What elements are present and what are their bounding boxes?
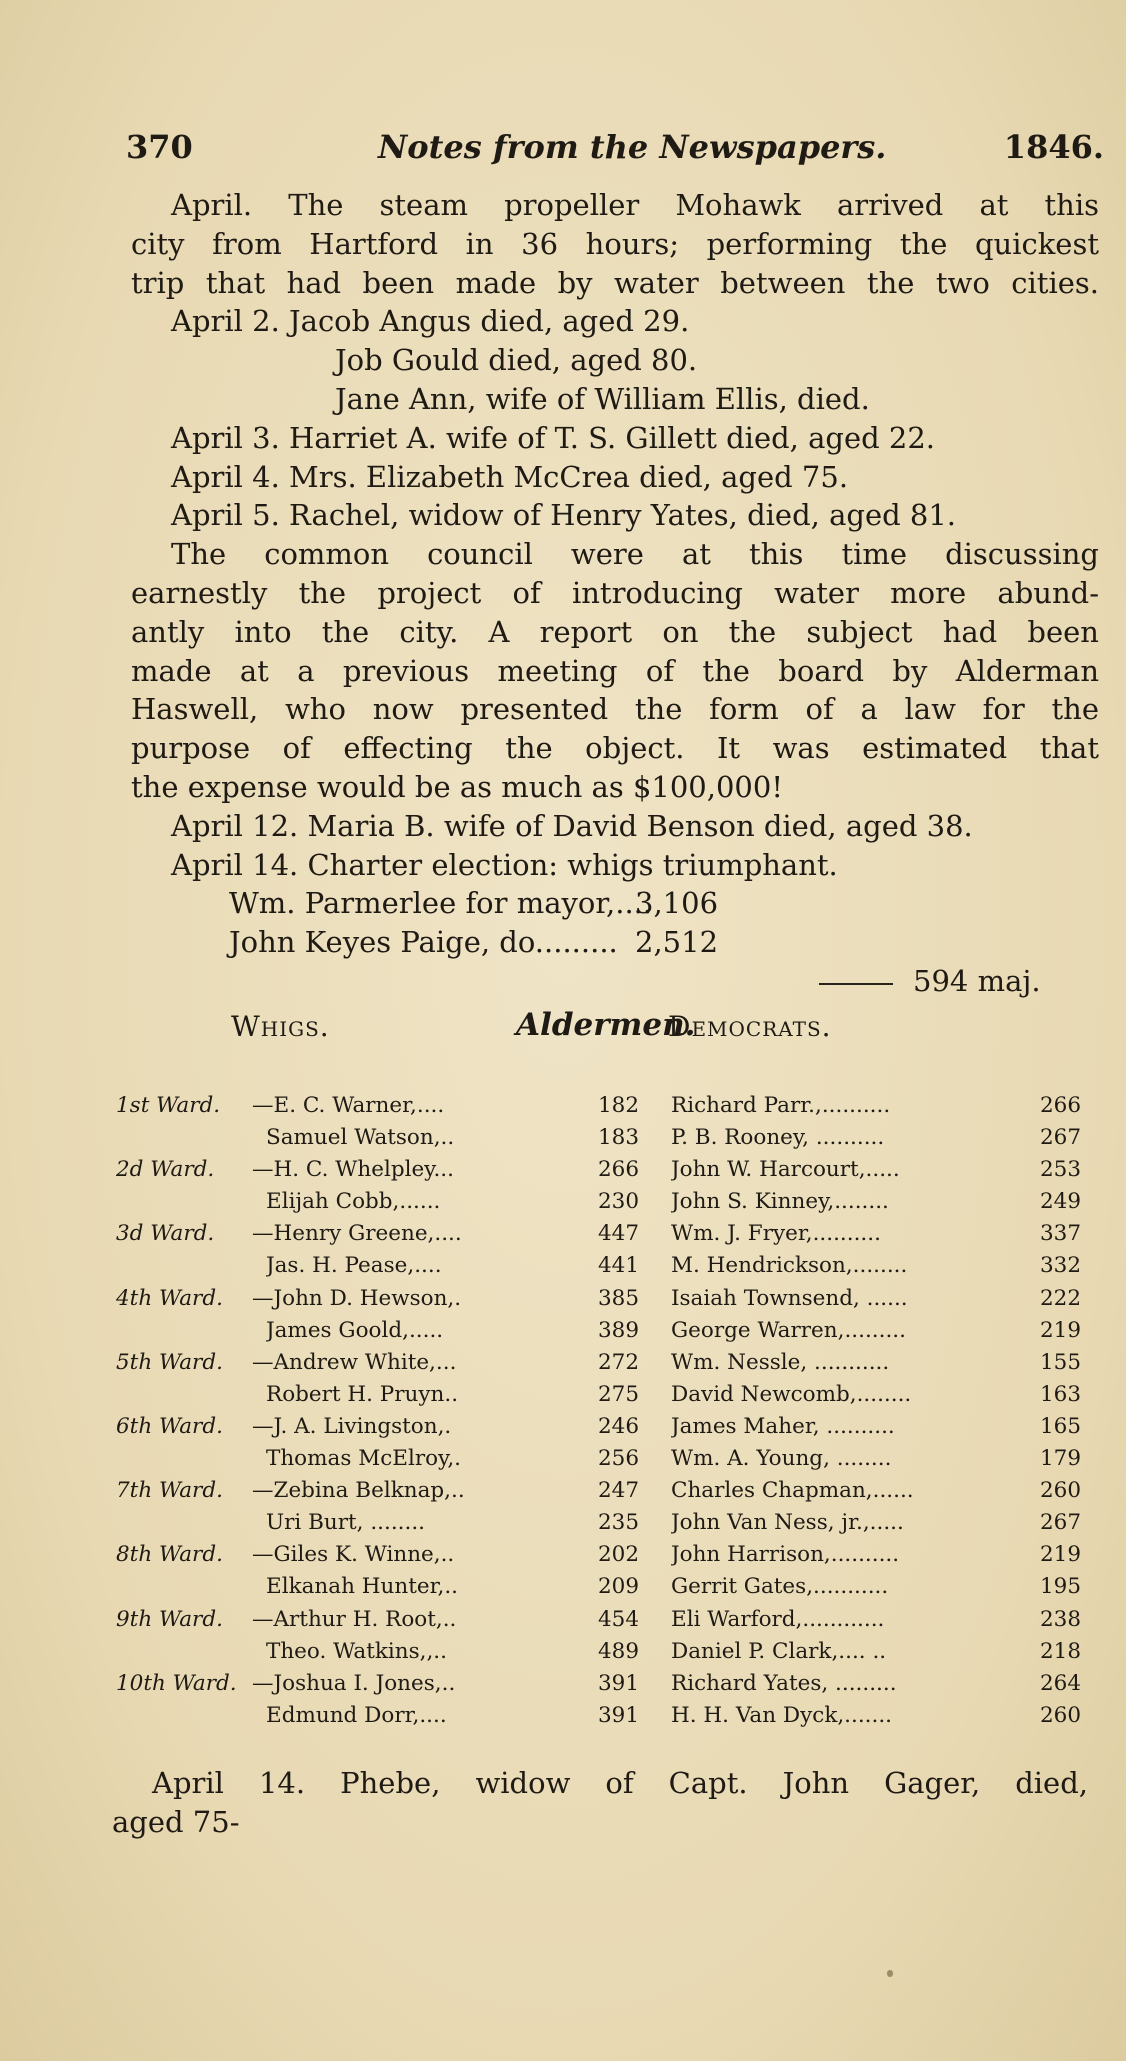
text-line: Haswell, who now presented the form of a law for the xyxy=(131,692,1099,727)
democrat-candidate: David Newcomb,........ xyxy=(671,1381,912,1407)
table-row xyxy=(116,1700,1092,1732)
table-row xyxy=(116,1507,1092,1539)
text-line: April 5. Rachel, widow of Henry Yates, died, aged 81. xyxy=(171,498,957,533)
text-line: April 14. Charter election: whigs triumphant. xyxy=(171,847,838,882)
democrat-candidate: H. H. Van Dyck,....... xyxy=(671,1702,893,1728)
mayor-candidate: Wm. Parmerlee for mayor,.... xyxy=(229,886,653,921)
whig-votes: 266 xyxy=(598,1157,640,1183)
aldermen-heading: Aldermen. xyxy=(516,1006,696,1043)
whig-votes: 391 xyxy=(598,1702,640,1728)
democrat-candidate: John S. Kinney,........ xyxy=(671,1189,889,1215)
mayor-tally-row xyxy=(131,884,1099,923)
table-heading xyxy=(131,1006,1099,1050)
mayor-votes: 2,512 xyxy=(635,925,719,960)
whig-votes: 182 xyxy=(598,1093,640,1118)
democrat-candidate: M. Hendrickson,........ xyxy=(671,1253,908,1279)
democrat-votes: 253 xyxy=(1040,1157,1082,1183)
whig-candidate: Jas. H. Pease,.... xyxy=(266,1253,442,1279)
text-line: April 14. Phebe, widow of Capt. John Gager, died, xyxy=(152,1766,1088,1800)
democrat-candidate: Richard Yates, ......... xyxy=(671,1670,897,1696)
democrat-votes: 266 xyxy=(1040,1093,1082,1118)
democrat-votes: 179 xyxy=(1040,1446,1082,1472)
table-row xyxy=(116,1411,1092,1443)
mayor-candidate: John Keyes Paige, do......... xyxy=(229,925,618,960)
whig-votes: 247 xyxy=(598,1478,640,1504)
whig-candidate: —Arthur H. Root,.. xyxy=(252,1606,457,1632)
text-line: The common council were at this time discussing xyxy=(171,537,1099,572)
whig-candidate: —Henry Greene,.... xyxy=(252,1221,462,1247)
text-line: aged 75- xyxy=(112,1804,240,1839)
running-title: Notes from the Newspapers. xyxy=(378,128,887,166)
table-row xyxy=(116,1090,1092,1122)
democrat-votes: 260 xyxy=(1040,1702,1082,1728)
majority-row xyxy=(131,962,1099,1006)
democrat-votes: 238 xyxy=(1040,1606,1082,1632)
democrat-votes: 264 xyxy=(1040,1670,1082,1696)
whig-candidate: —John D. Hewson,. xyxy=(252,1285,462,1311)
whig-votes: 447 xyxy=(598,1221,640,1247)
whig-candidate: Elijah Cobb,...... xyxy=(266,1189,441,1215)
whig-candidate: Edmund Dorr,.... xyxy=(266,1702,447,1728)
closing-text xyxy=(112,1764,1088,1842)
ward-label: 9th Ward. xyxy=(116,1606,223,1632)
table-row xyxy=(116,1250,1092,1282)
table-row xyxy=(116,1186,1092,1218)
whig-votes: 246 xyxy=(598,1413,640,1439)
ward-label: 3d Ward. xyxy=(116,1221,215,1247)
whig-votes: 235 xyxy=(598,1510,640,1536)
whig-votes: 389 xyxy=(598,1317,640,1343)
text-line: April. The steam propeller Mohawk arrived at this xyxy=(171,188,1099,222)
ward-label: 7th Ward. xyxy=(116,1478,223,1504)
text-line: made at a previous meeting of the board by Alderman xyxy=(131,653,1099,688)
ward-label: 5th Ward. xyxy=(116,1349,223,1375)
whig-candidate: —Andrew White,... xyxy=(252,1349,457,1375)
majority-value: 594 maj. xyxy=(913,963,1041,998)
whig-candidate: —J. A. Livingston,. xyxy=(252,1413,452,1439)
table-row xyxy=(116,1315,1092,1347)
democrat-candidate: John W. Harcourt,..... xyxy=(671,1157,900,1183)
ward-label: 10th Ward. xyxy=(116,1670,237,1696)
text-line: trip that had been made by water between the two cities. xyxy=(131,265,1099,300)
democrat-votes: 267 xyxy=(1040,1510,1082,1536)
ward-label: 2d Ward. xyxy=(116,1157,215,1183)
democrat-candidate: George Warren,......... xyxy=(671,1317,906,1343)
table-row xyxy=(116,1571,1092,1603)
text-line: April 12. Maria B. wife of David Benson died, aged 38. xyxy=(171,808,973,843)
sum-rule xyxy=(819,983,893,985)
ward-label: 4th Ward. xyxy=(116,1285,223,1311)
democrat-candidate: Isaiah Townsend, ...... xyxy=(671,1285,908,1311)
whig-votes: 272 xyxy=(598,1349,640,1375)
mayor-votes: 3,106 xyxy=(635,886,719,921)
democrat-candidate: Charles Chapman,...... xyxy=(671,1478,914,1504)
text-line: earnestly the project of introducing water more abund- xyxy=(131,575,1099,610)
table-row xyxy=(116,1636,1092,1668)
running-header xyxy=(126,128,1104,172)
democrat-votes: 337 xyxy=(1040,1221,1082,1247)
democrat-candidate: John Harrison,.......... xyxy=(671,1542,900,1568)
text-line: city from Hartford in 36 hours; performing the quickest xyxy=(131,226,1099,261)
democrats-heading: Democrats. xyxy=(668,1009,832,1043)
democrat-votes: 260 xyxy=(1040,1478,1082,1504)
page-number: 370 xyxy=(126,128,193,166)
democrat-candidate: Richard Parr.,.......... xyxy=(671,1093,891,1118)
whigs-heading: Whigs. xyxy=(231,1009,330,1043)
whig-votes: 391 xyxy=(598,1670,640,1696)
table-row xyxy=(116,1347,1092,1379)
democrat-votes: 249 xyxy=(1040,1189,1082,1215)
aldermen-table xyxy=(116,1090,1092,1732)
text-line: Job Gould died, aged 80. xyxy=(335,343,698,378)
whig-candidate: —Joshua I. Jones,.. xyxy=(252,1670,456,1696)
whig-votes: 385 xyxy=(598,1285,640,1311)
democrat-votes: 195 xyxy=(1040,1574,1082,1600)
whig-votes: 256 xyxy=(598,1446,640,1472)
table-row xyxy=(116,1283,1092,1315)
text-line: Jane Ann, wife of William Ellis, died. xyxy=(335,381,870,416)
paper-speck xyxy=(887,1970,893,1977)
democrat-votes: 163 xyxy=(1040,1381,1082,1407)
whig-votes: 275 xyxy=(598,1381,640,1407)
democrat-candidate: Daniel P. Clark,.... .. xyxy=(671,1638,887,1664)
table-row xyxy=(116,1604,1092,1636)
table-row xyxy=(116,1122,1092,1154)
running-year: 1846. xyxy=(1003,128,1104,166)
democrat-candidate: P. B. Rooney, .......... xyxy=(671,1125,885,1151)
whig-votes: 441 xyxy=(598,1253,640,1279)
democrat-votes: 222 xyxy=(1040,1285,1082,1311)
whig-votes: 454 xyxy=(598,1606,640,1632)
democrat-votes: 267 xyxy=(1040,1125,1082,1151)
ward-label: 1st Ward. xyxy=(116,1093,221,1118)
whig-candidate: James Goold,..... xyxy=(266,1317,444,1343)
ward-label: 8th Ward. xyxy=(116,1542,223,1568)
text-line: the expense would be as much as $100,000! xyxy=(131,769,783,804)
democrat-votes: 219 xyxy=(1040,1542,1082,1568)
democrat-candidate: Eli Warford,............ xyxy=(671,1606,885,1632)
democrat-votes: 332 xyxy=(1040,1253,1082,1279)
text-line: April 4. Mrs. Elizabeth McCrea died, aged 75. xyxy=(171,459,849,494)
table-row xyxy=(116,1443,1092,1475)
democrat-candidate: Wm. Nessle, ........... xyxy=(671,1349,890,1375)
democrat-votes: 155 xyxy=(1040,1349,1082,1375)
text-line: purpose of effecting the object. It was estimated that xyxy=(131,731,1099,766)
text-line: April 2. Jacob Angus died, aged 29. xyxy=(171,304,690,339)
whig-votes: 209 xyxy=(598,1574,640,1600)
text-line: April 3. Harriet A. wife of T. S. Gillett died, aged 22. xyxy=(171,420,936,455)
mayor-tally-row xyxy=(131,923,1099,962)
democrat-candidate: Wm. A. Young, ........ xyxy=(671,1446,892,1472)
whig-candidate: Elkanah Hunter,.. xyxy=(266,1574,458,1600)
whig-candidate: —Giles K. Winne,.. xyxy=(252,1542,455,1568)
table-row xyxy=(116,1475,1092,1507)
whig-candidate: Thomas McElroy,. xyxy=(266,1446,462,1472)
whig-candidate: —Zebina Belknap,.. xyxy=(252,1478,465,1504)
ward-label: 6th Ward. xyxy=(116,1413,223,1439)
whig-candidate: Uri Burt, ........ xyxy=(266,1510,426,1536)
whig-candidate: Robert H. Pruyn.. xyxy=(266,1381,459,1407)
table-row xyxy=(116,1539,1092,1571)
whig-candidate: Theo. Watkins,,.. xyxy=(266,1638,447,1664)
whig-votes: 183 xyxy=(598,1125,640,1151)
table-row xyxy=(116,1218,1092,1250)
whig-votes: 230 xyxy=(598,1189,640,1215)
democrat-votes: 218 xyxy=(1040,1638,1082,1664)
democrat-candidate: John Van Ness, jr.,..... xyxy=(671,1510,904,1536)
democrat-votes: 165 xyxy=(1040,1413,1082,1439)
table-row xyxy=(116,1668,1092,1700)
text-line: antly into the city. A report on the subject had been xyxy=(131,614,1099,649)
whig-candidate: —E. C. Warner,.... xyxy=(252,1093,445,1118)
whig-candidate: —H. C. Whelpley... xyxy=(252,1157,454,1183)
whig-votes: 489 xyxy=(598,1638,640,1664)
whig-candidate: Samuel Watson,.. xyxy=(266,1125,455,1151)
democrat-candidate: Wm. J. Fryer,.......... xyxy=(671,1221,881,1247)
democrat-candidate: James Maher, .......... xyxy=(671,1413,895,1439)
whig-votes: 202 xyxy=(598,1542,640,1568)
table-row xyxy=(116,1379,1092,1411)
democrat-votes: 219 xyxy=(1040,1317,1082,1343)
table-row xyxy=(116,1154,1092,1186)
body-text xyxy=(131,186,1099,1050)
democrat-candidate: Gerrit Gates,........... xyxy=(671,1574,889,1600)
